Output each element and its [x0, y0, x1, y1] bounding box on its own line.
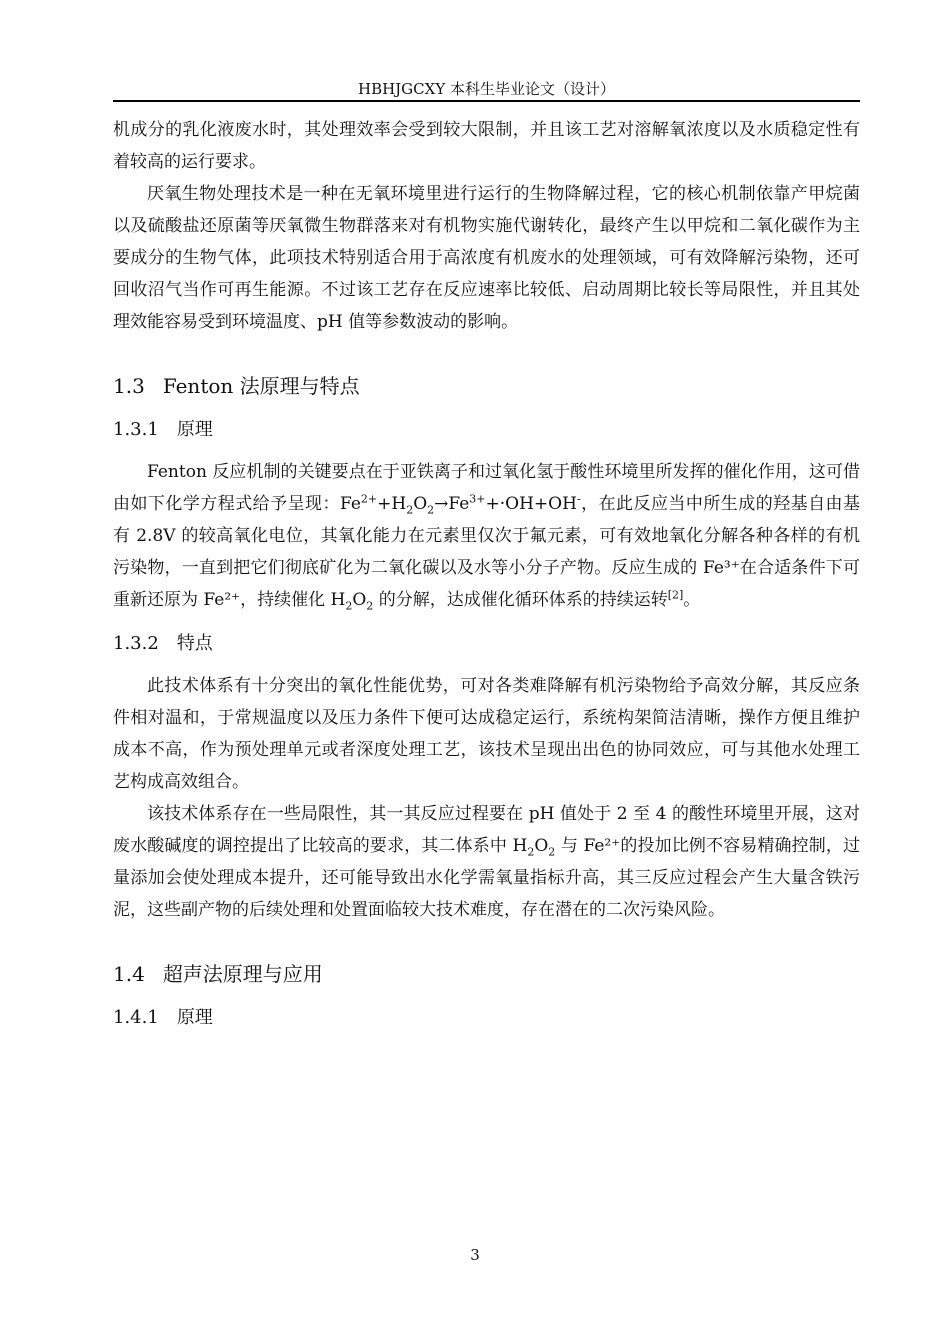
subsection-heading-1-3-1 [113, 414, 860, 446]
paragraph-anaerobic: 厌氧生物处理技术是一种在无氧环境里进行运行的生物降解过程，它的核心机制依靠产甲烷菌以及硫酸盐还原菌等厌氧微生物群落来对有机物实施代谢转化，最终产生以甲烷和二氧化碳作为主要成分的生物气体，此项技术特别适合用于高浓度有机废水的处理领域，可有效降解污染物，还可回收沼气当作可再生能源。不过该工艺存在反应速率比较低、启动周期比较长等局限性，并且其处理效能容易受到环境温度、pH 值等参数波动的影响。 [113, 184, 860, 332]
section-number: 1.4 [113, 962, 145, 986]
section-number: 1.3 [113, 374, 145, 398]
subsection-heading-1-3-2 [113, 628, 860, 660]
header-rule [113, 100, 860, 102]
paragraph-fenton-advantages: 此技术体系有十分突出的氧化性能优势，可对各类难降解有机污染物给予高效分解，其反应条件相对温和，于常规温度以及压力条件下便可达成稳定运行，系统构架简洁清晰，操作方便且维护成本不高，作为预处理单元或者深度处理工艺，该技术呈现出出色的协同效应，可与其他水处理工艺构成高效组合。 [113, 676, 860, 792]
section-title: Fenton 法原理与特点 [162, 374, 360, 398]
page-number: 3 [470, 1246, 480, 1264]
subsection-title: 原理 [176, 1007, 213, 1028]
running-header: HBHJGCXY 本科生毕业论文（设计） [357, 80, 615, 98]
section-heading-1-3 [113, 370, 860, 402]
subsection-title: 原理 [176, 419, 213, 440]
paragraph-continued: 机成分的乳化液废水时，其处理效率会受到较大限制，并且该工艺对溶解氧浓度以及水质稳定性有着较高的运行要求。 [113, 120, 860, 172]
section-heading-1-4 [113, 958, 860, 990]
subsection-number: 1.4.1 [113, 1007, 159, 1028]
body-text [113, 114, 860, 1044]
citation-ref[interactable]: [2] [667, 588, 684, 602]
subsection-number: 1.3.1 [113, 419, 159, 440]
paragraph-fenton-limitations: 该技术体系存在一些局限性，其一其反应过程要在 pH 值处于 2 至 4 的酸性环境里开展，这对废水酸碱度的调控提出了比较高的要求，其二体系中 $H_2O_2$ 与 Fe²⁺的投加比例不容易精确控制，过量添加会使处理成本提升，还可能导致出水化学需氧量指标升高，其三反应过程会产生大量含铁污泥，这些副产物的后续处理和处置面临较大技术难度，存在潜在的二次污染风险。 [113, 804, 860, 920]
subsection-title: 特点 [176, 633, 213, 654]
subsection-number: 1.3.2 [113, 633, 159, 654]
subsection-heading-1-4-1 [113, 1002, 860, 1034]
paragraph-fenton-principle: Fenton 反应机制的关键要点在于亚铁离子和过氧化氢于酸性环境里所发挥的催化作用，这可借由如下化学方程式给予呈现：$Fe^{2+}+H_2O_2\to Fe^{3+}+\cdot OH+OH^-$，在此反应当中所生成的羟基自由基有 2.8V 的较高氧化电位，其氧化能力在元素里仅次于氟元素，可有效地氧化分解各种各样的有机污染物，一直到把它们彻底矿化为二氧化碳以及水等小分子产物。反应生成的 Fe³⁺在合适条件下可重新还原为 Fe²⁺，持续催化 $H_2O_2$ 的分解，达成催化循环体系的持续运转[2]。 [113, 462, 860, 613]
section-title: 超声法原理与应用 [162, 962, 323, 986]
